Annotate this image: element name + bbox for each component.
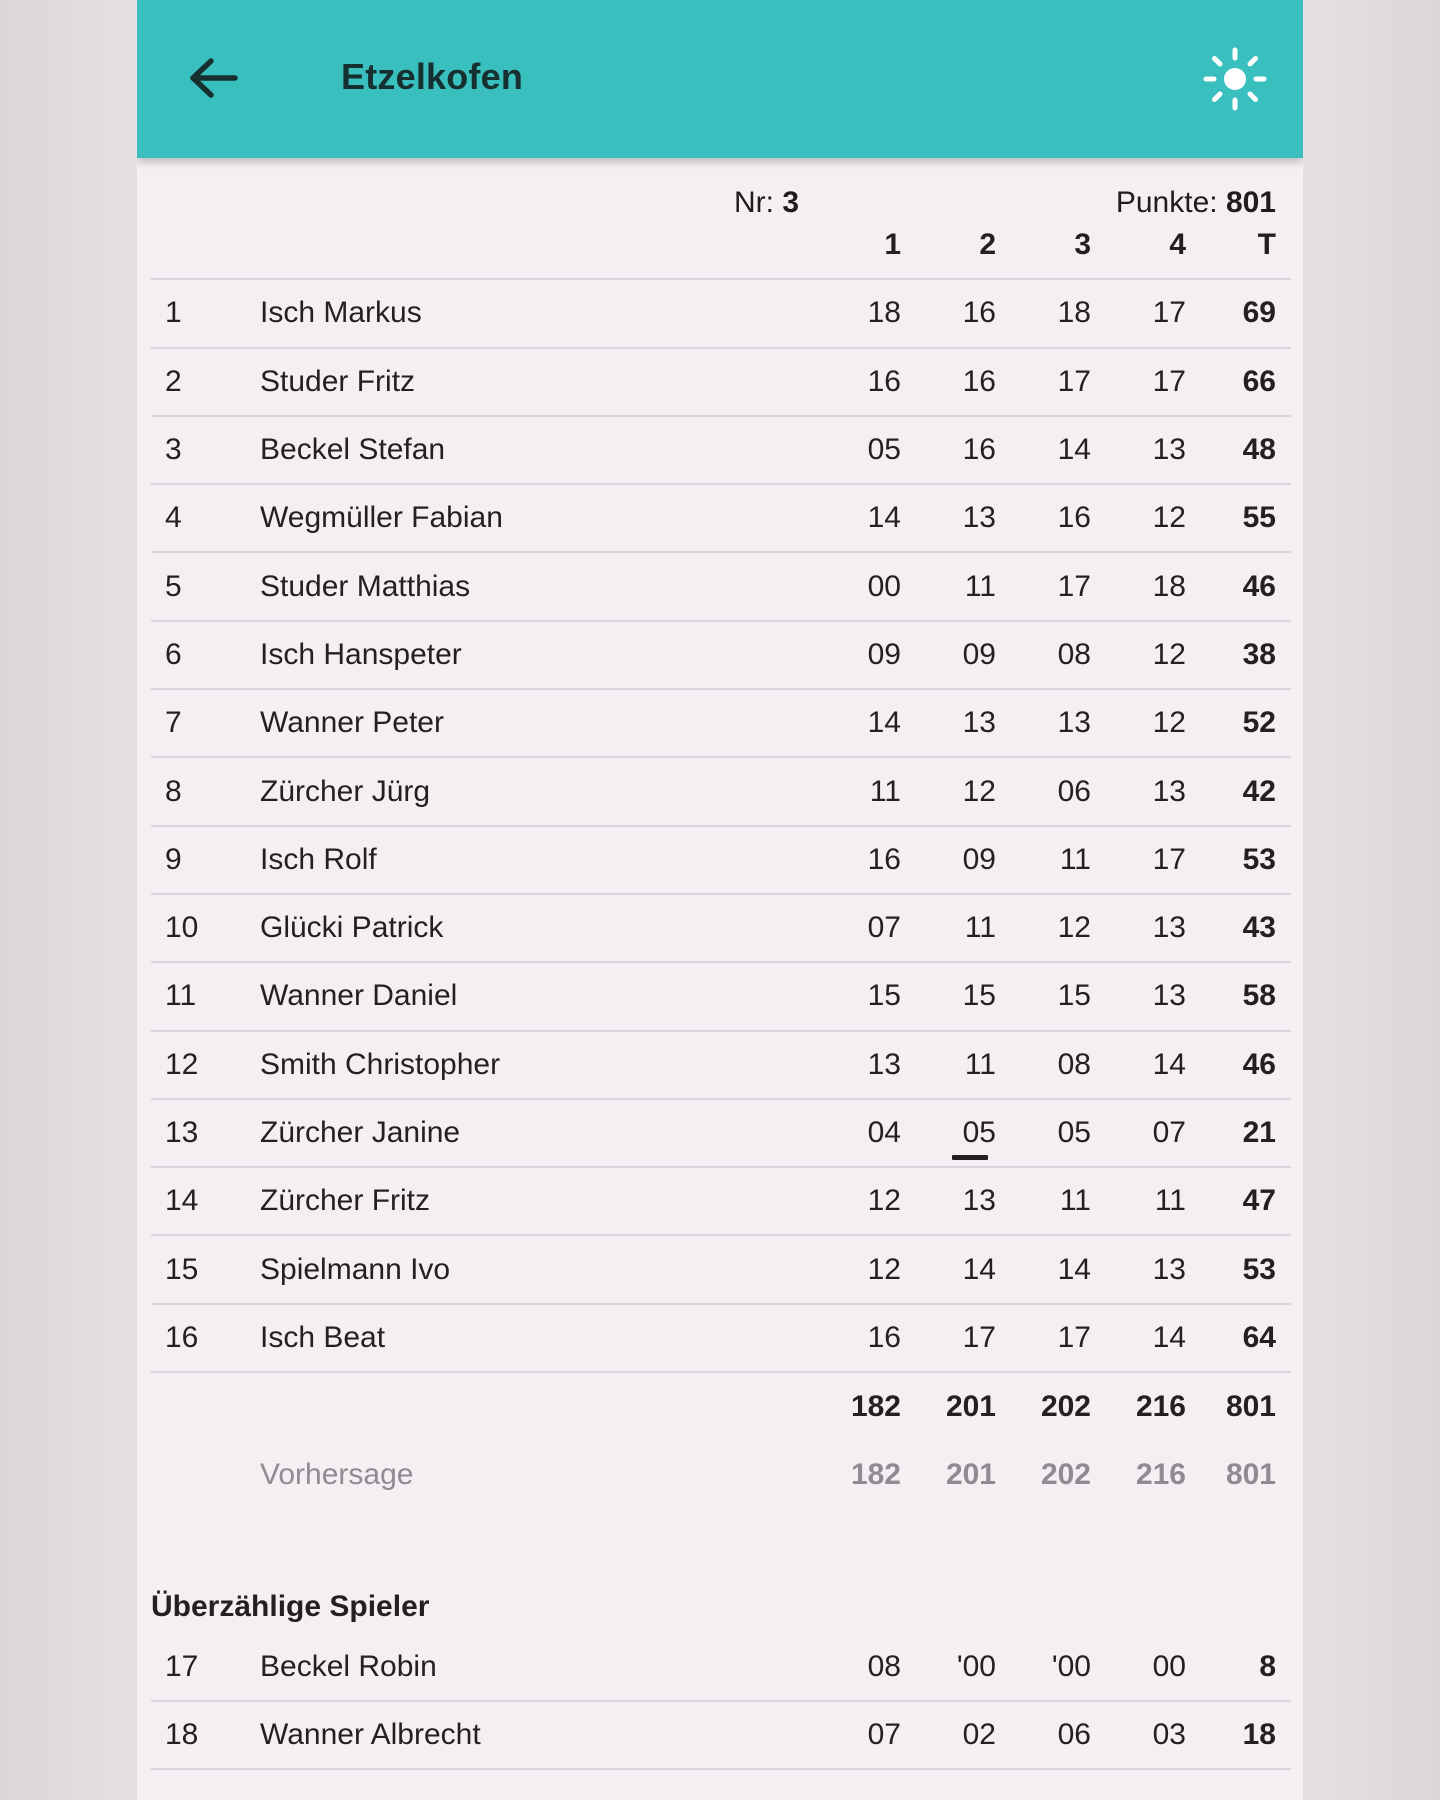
player-rank: 1 xyxy=(165,296,182,330)
score-total: 66 xyxy=(1242,364,1276,398)
prediction-round-2: 201 xyxy=(945,1458,996,1492)
score-round-4[interactable]: 17 xyxy=(1152,364,1186,398)
player-rank: 12 xyxy=(165,1047,199,1081)
table-row[interactable] xyxy=(151,1032,1291,1100)
table-row[interactable] xyxy=(151,827,1291,895)
team-number-value: 3 xyxy=(782,186,800,219)
player-rank: 7 xyxy=(165,706,182,740)
score-round-3[interactable]: 11 xyxy=(1059,842,1091,876)
table-row[interactable] xyxy=(151,895,1291,963)
score-total: 43 xyxy=(1242,911,1276,945)
score-round-2[interactable]: 05 xyxy=(906,1116,996,1150)
table-row[interactable] xyxy=(151,1305,1291,1373)
total-round-1: 182 xyxy=(850,1390,901,1424)
score-round-2[interactable]: 13 xyxy=(962,1184,996,1218)
team-points-value: 801 xyxy=(1225,186,1276,219)
score-round-4[interactable]: 13 xyxy=(1152,979,1186,1013)
score-round-3[interactable]: 06 xyxy=(1057,774,1091,808)
score-round-2[interactable]: 16 xyxy=(962,364,996,398)
table-row[interactable] xyxy=(151,1100,1291,1168)
player-name: Zürcher Fritz xyxy=(260,1184,431,1218)
score-round-2[interactable]: 13 xyxy=(962,501,996,535)
score-round-3[interactable]: 17 xyxy=(1057,364,1091,398)
player-rank: 17 xyxy=(165,1649,199,1683)
score-round-1[interactable]: 08 xyxy=(867,1649,901,1683)
player-list xyxy=(151,280,1291,1373)
score-total: 69 xyxy=(1242,296,1276,330)
player-name: Wegmüller Fabian xyxy=(260,501,503,535)
column-header-1: 1 xyxy=(884,228,901,262)
score-round-1[interactable]: 04 xyxy=(867,1116,901,1149)
score-round-1[interactable]: 00 xyxy=(867,569,901,603)
score-round-4[interactable]: 03 xyxy=(1152,1718,1186,1752)
table-row[interactable] xyxy=(151,1702,1291,1770)
score-round-4[interactable]: 12 xyxy=(1152,706,1186,740)
player-name: Glücki Patrick xyxy=(260,911,444,945)
table-row[interactable] xyxy=(151,622,1291,690)
score-total: 18 xyxy=(1242,1718,1276,1752)
player-name: Smith Christopher xyxy=(260,1047,501,1081)
score-total: 52 xyxy=(1242,706,1276,740)
score-total: 64 xyxy=(1242,1320,1276,1354)
score-round-2[interactable]: 16 xyxy=(962,296,996,330)
score-round-3[interactable]: 13 xyxy=(1057,706,1091,740)
table-row[interactable] xyxy=(151,417,1291,485)
score-total: 47 xyxy=(1242,1184,1276,1218)
total-round-3: 202 xyxy=(1040,1390,1091,1424)
score-round-1[interactable]: 16 xyxy=(867,364,901,398)
score-round-1[interactable]: 07 xyxy=(867,911,901,945)
prediction-round-1: 182 xyxy=(850,1458,901,1492)
score-round-2[interactable]: 17 xyxy=(962,1320,996,1354)
score-round-2[interactable]: 13 xyxy=(962,706,996,740)
score-round-4[interactable]: 17 xyxy=(1152,296,1186,330)
score-round-1[interactable]: 15 xyxy=(867,979,901,1013)
team-content xyxy=(151,160,1291,1770)
team-summary xyxy=(151,160,1291,219)
table-row[interactable] xyxy=(151,553,1291,621)
totals-row xyxy=(151,1373,1291,1441)
total-round-2: 201 xyxy=(945,1390,996,1424)
score-total: 21 xyxy=(1242,1116,1276,1149)
score-round-1[interactable]: 14 xyxy=(867,706,901,740)
score-round-3[interactable]: 08 xyxy=(1057,637,1091,671)
score-round-2[interactable]: 15 xyxy=(962,979,996,1013)
score-total: 53 xyxy=(1242,1252,1276,1286)
score-round-2[interactable]: '00 xyxy=(956,1649,996,1683)
score-round-1[interactable]: 09 xyxy=(867,637,901,671)
player-name: Beckel Stefan xyxy=(260,433,446,467)
page-title: Etzelkofen xyxy=(341,56,524,97)
team-number-label: Nr: xyxy=(734,186,774,219)
table-row[interactable] xyxy=(151,758,1291,826)
score-round-4[interactable]: 13 xyxy=(1152,433,1186,467)
score-round-3[interactable]: 11 xyxy=(1059,1184,1091,1218)
score-total: 46 xyxy=(1242,1047,1276,1081)
app-screen xyxy=(137,0,1303,1800)
player-rank: 11 xyxy=(165,979,197,1013)
score-round-1[interactable]: 13 xyxy=(867,1047,901,1081)
player-name: Isch Beat xyxy=(260,1320,386,1354)
score-round-4[interactable]: 00 xyxy=(1152,1649,1186,1683)
player-rank: 3 xyxy=(165,433,182,467)
score-round-3[interactable]: 15 xyxy=(1057,979,1091,1013)
score-round-4[interactable]: 12 xyxy=(1152,637,1186,671)
player-name: Zürcher Jürg xyxy=(260,774,431,808)
column-header-4: 4 xyxy=(1169,228,1186,262)
score-round-1[interactable]: 07 xyxy=(867,1718,901,1752)
score-round-2[interactable]: 11 xyxy=(964,569,996,603)
score-round-3[interactable]: 18 xyxy=(1057,296,1091,330)
table-row[interactable] xyxy=(151,963,1291,1031)
prediction-round-3: 202 xyxy=(1040,1458,1091,1492)
score-total: 8 xyxy=(1259,1649,1276,1683)
score-round-3[interactable]: 05 xyxy=(1057,1116,1091,1149)
table-row[interactable] xyxy=(151,280,1291,348)
player-name: Isch Rolf xyxy=(260,842,377,876)
extra-players-heading: Überzählige Spieler xyxy=(151,1589,430,1623)
player-name: Beckel Robin xyxy=(260,1649,437,1683)
prediction-round-4: 216 xyxy=(1135,1458,1186,1492)
score-total: 48 xyxy=(1242,433,1276,467)
extra-players-list xyxy=(151,1634,1291,1771)
score-round-3[interactable]: 16 xyxy=(1057,501,1091,535)
score-round-4[interactable]: 18 xyxy=(1152,569,1186,603)
score-round-3[interactable]: 14 xyxy=(1057,433,1091,467)
table-row[interactable] xyxy=(151,1236,1291,1304)
score-round-4[interactable]: 13 xyxy=(1152,1252,1186,1286)
score-round-3[interactable]: 12 xyxy=(1057,911,1091,945)
player-rank: 2 xyxy=(165,364,182,398)
table-row[interactable] xyxy=(151,690,1291,758)
player-rank: 14 xyxy=(165,1184,199,1218)
player-rank: 18 xyxy=(165,1718,199,1752)
score-round-1[interactable]: 16 xyxy=(867,842,901,876)
score-round-2[interactable]: 09 xyxy=(962,842,996,876)
score-round-3[interactable]: 17 xyxy=(1057,569,1091,603)
total-round-4: 216 xyxy=(1135,1390,1186,1424)
score-total: 58 xyxy=(1242,979,1276,1013)
score-round-3[interactable]: '00 xyxy=(1051,1649,1091,1683)
player-rank: 10 xyxy=(165,911,199,945)
player-rank: 8 xyxy=(165,774,182,808)
player-rank: 4 xyxy=(165,501,182,535)
score-round-2[interactable]: 09 xyxy=(962,637,996,671)
player-name: Studer Matthias xyxy=(260,569,471,603)
prediction-row xyxy=(151,1441,1291,1509)
score-round-3[interactable]: 08 xyxy=(1057,1047,1091,1081)
player-name: Wanner Daniel xyxy=(260,979,458,1013)
score-round-1[interactable]: 05 xyxy=(867,433,901,467)
column-header-total: T xyxy=(1257,228,1276,262)
score-round-3[interactable]: 06 xyxy=(1057,1718,1091,1752)
score-round-3[interactable]: 17 xyxy=(1057,1320,1091,1354)
player-rank: 13 xyxy=(165,1116,199,1149)
score-round-2[interactable]: 02 xyxy=(962,1718,996,1752)
player-name: Zürcher Janine xyxy=(260,1116,461,1149)
score-round-4[interactable]: 17 xyxy=(1152,842,1186,876)
score-round-2[interactable]: 16 xyxy=(962,433,996,467)
prediction-total: 801 xyxy=(1225,1458,1276,1492)
score-round-2[interactable]: 11 xyxy=(964,1047,996,1081)
score-round-4[interactable]: 13 xyxy=(1152,774,1186,808)
player-name: Spielmann Ivo xyxy=(260,1252,451,1286)
score-round-1[interactable]: 14 xyxy=(867,501,901,535)
score-round-3[interactable]: 14 xyxy=(1057,1252,1091,1286)
table-row[interactable] xyxy=(151,485,1291,553)
player-name: Wanner Albrecht xyxy=(260,1718,481,1752)
player-name: Studer Fritz xyxy=(260,364,416,398)
player-rank: 16 xyxy=(165,1320,199,1354)
score-round-4[interactable]: 13 xyxy=(1152,911,1186,945)
player-name: Wanner Peter xyxy=(260,706,444,740)
score-round-1[interactable]: 18 xyxy=(867,296,901,330)
team-points-label: Punkte: xyxy=(1115,186,1218,219)
player-rank: 6 xyxy=(165,637,182,671)
score-total: 53 xyxy=(1242,842,1276,876)
score-round-4[interactable]: 14 xyxy=(1152,1320,1186,1354)
score-round-2[interactable]: 14 xyxy=(962,1252,996,1286)
score-round-4[interactable]: 11 xyxy=(1154,1184,1186,1218)
table-row[interactable] xyxy=(151,1634,1291,1702)
total-overall: 801 xyxy=(1225,1390,1276,1424)
theme-toggle-button[interactable] xyxy=(1200,44,1270,114)
score-round-1[interactable]: 11 xyxy=(869,774,901,808)
app-bar xyxy=(137,0,1303,158)
back-button[interactable] xyxy=(181,46,245,110)
score-round-4[interactable]: 14 xyxy=(1152,1047,1186,1081)
player-name: Isch Markus xyxy=(260,296,422,330)
player-name: Isch Hanspeter xyxy=(260,637,462,671)
score-round-1[interactable]: 12 xyxy=(867,1252,901,1286)
score-total: 46 xyxy=(1242,569,1276,603)
score-round-1[interactable]: 16 xyxy=(867,1320,901,1354)
player-rank: 15 xyxy=(165,1252,199,1286)
score-round-2[interactable]: 11 xyxy=(964,911,996,945)
score-total: 38 xyxy=(1242,637,1276,671)
table-row[interactable] xyxy=(151,1168,1291,1236)
column-header-3: 3 xyxy=(1074,228,1091,262)
table-row[interactable] xyxy=(151,349,1291,417)
player-rank: 5 xyxy=(165,569,182,603)
arrow-left-icon xyxy=(187,56,239,100)
column-header-2: 2 xyxy=(979,228,996,262)
player-rank: 9 xyxy=(165,842,182,876)
prediction-label: Vorhersage xyxy=(260,1458,414,1492)
score-total: 55 xyxy=(1242,501,1276,535)
score-round-1[interactable]: 12 xyxy=(867,1184,901,1218)
score-round-4[interactable]: 12 xyxy=(1152,501,1186,535)
table-header xyxy=(151,212,1291,280)
score-total: 42 xyxy=(1242,774,1276,808)
score-round-4[interactable]: 07 xyxy=(1152,1116,1186,1149)
score-round-2[interactable]: 12 xyxy=(962,774,996,808)
sun-icon xyxy=(1203,47,1267,111)
